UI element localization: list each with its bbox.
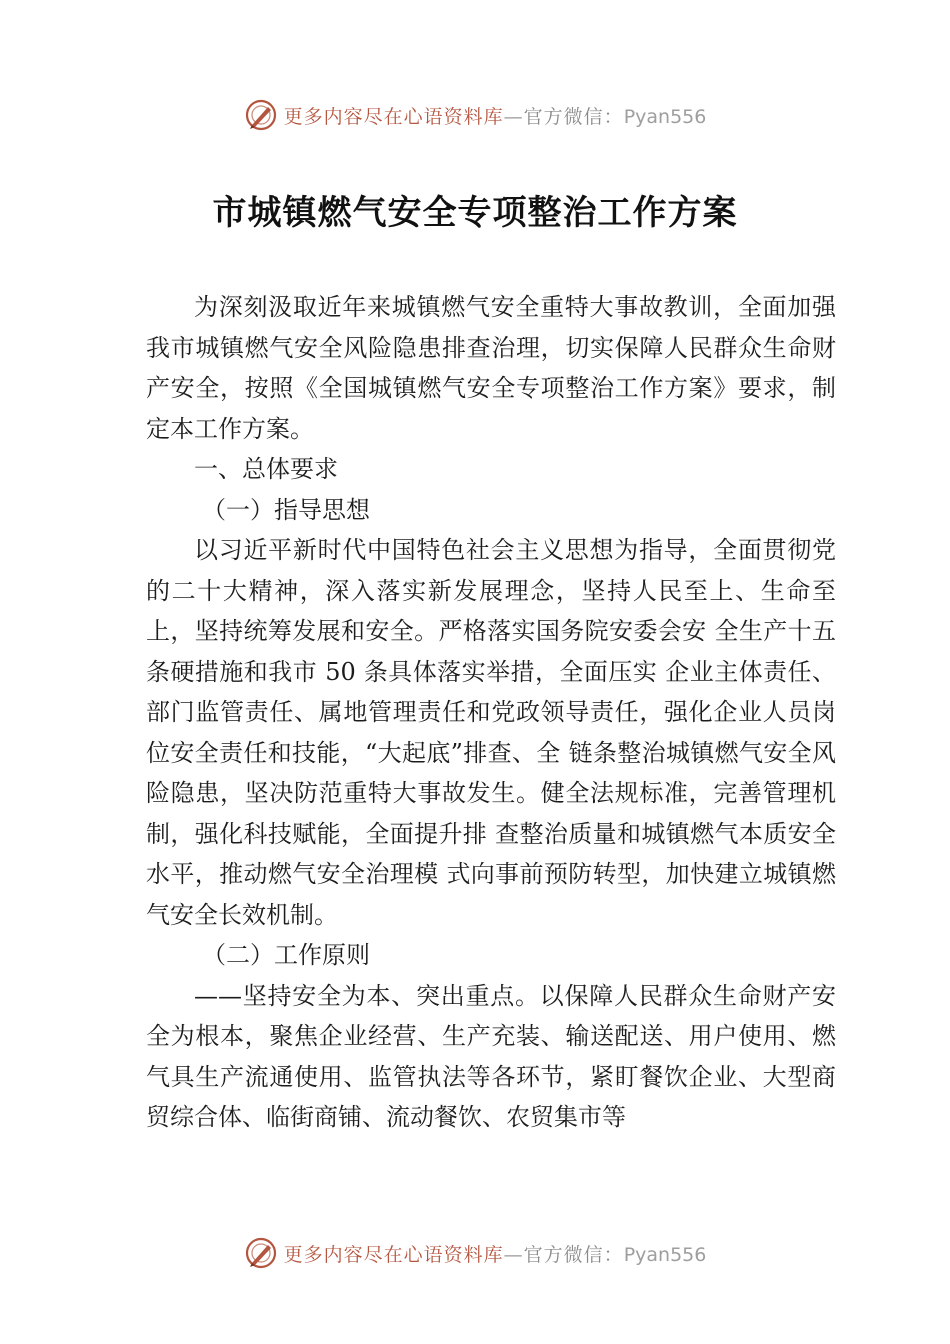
subsection-heading-guiding: （一）指导思想 [202,495,370,524]
watermark-separator: — [503,105,524,128]
watermark-wechat-id: Pyan556 [623,1243,707,1266]
watermark-text [284,102,707,129]
watermark-middle: 官方微信： [523,105,624,128]
watermark-wechat-id: Pyan556 [623,105,707,128]
pen-logo-icon [244,1236,278,1270]
subsection-heading-principles: （二）工作原则 [202,941,370,969]
watermark-separator: — [503,1243,524,1266]
intro-paragraph: 为深刻汲取近年来城镇燃气安全重特大事故教训，全面加强我市城镇燃气安全风险隐患排查治理，切实保障人民群众生命财产安全，按照《全国城镇燃气安全专项整治工作方案》要求，制定本工作方案。 [146,293,836,443]
header-watermark [0,95,950,135]
section-heading: 一、总体要求 [194,455,338,483]
document-title: 市城镇燃气安全专项整治工作方案 [212,193,738,233]
watermark-text [284,1240,707,1267]
footer-watermark [0,1233,950,1273]
watermark-middle: 官方微信： [523,1243,624,1266]
principles-paragraph: ——坚持安全为本、突出重点。以保障人民群众生命财产安全为根本，聚焦企业经营、生产充装、输送配送、用户使用、燃气具生产流通使用、监管执法等各环节，紧盯餐饮企业、大型商贸综合体、临街商铺、流动餐饮、农贸集市等 [146,981,836,1131]
pen-logo-icon [244,98,278,132]
watermark-prefix: 更多内容尽在心语资料库 [283,1243,504,1266]
guiding-paragraph: 以习近平新时代中国特色社会主义思想为指导，全面贯彻党的二十大精神，深入落实新发展理念，坚持人民至上、生命至上，坚持统筹发展和安全。严格落实国务院安委会安 全生产十五条硬措施和我市 50 条具体落实举措，全面压实 企业主体责任、部门监管责任、属地管理责任和党政领导责任，强化企业人员岗位安全责任和技能，“大起底”排查、全 链条整治城镇燃气安全风险隐患，坚决防范重特大事故发生。健全法规标准，完善管理机制，强化科技赋能，全面提升排 查整治质量和城镇燃气本质安全水平，推动燃气安全治理模 式向事前预防转型，加快建立城镇燃气安全长效机制。 [146,536,836,929]
document-body [146,287,836,1138]
watermark-prefix: 更多内容尽在心语资料库 [283,105,504,128]
